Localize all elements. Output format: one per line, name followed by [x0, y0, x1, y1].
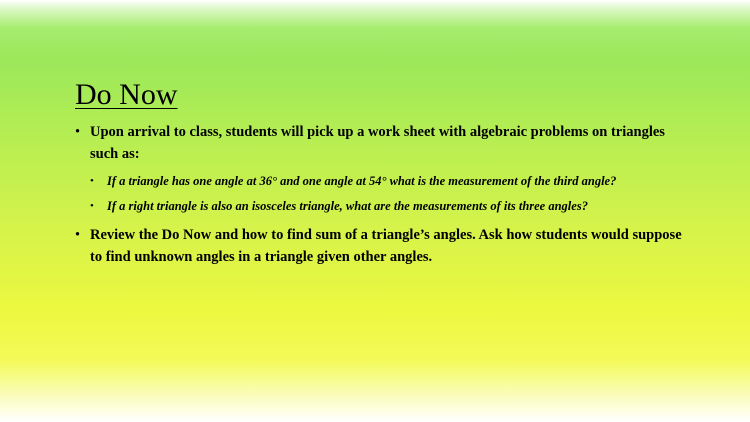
slide-title: Do Now — [75, 78, 178, 111]
slide-body — [75, 121, 690, 268]
sub-bullet-item-isosceles-question — [75, 197, 690, 216]
sub-bullet-text: If a triangle has one angle at 36° and one angle at 54° what is the measurement of the third angle? — [107, 174, 617, 188]
bullet-text: Upon arrival to class, students will pick up a work sheet with algebraic problems on triangles such as: — [90, 124, 665, 162]
sub-bullet-text: If a right triangle is also an isosceles triangle, what are the measurements of its three angles? — [107, 199, 588, 213]
sub-bullet-item-angle-question — [75, 172, 690, 191]
bullet-icon: • — [75, 124, 81, 140]
bullet-icon: • — [90, 200, 94, 212]
bullet-icon: • — [75, 227, 81, 243]
bullet-item-arrival — [75, 121, 690, 165]
bullet-item-review — [75, 224, 690, 268]
bullet-icon: • — [90, 175, 94, 187]
bullet-text: Review the Do Now and how to find sum of a triangle’s angles. Ask how students would suppose to find unknown angles in a triangle given other angles. — [90, 227, 682, 265]
